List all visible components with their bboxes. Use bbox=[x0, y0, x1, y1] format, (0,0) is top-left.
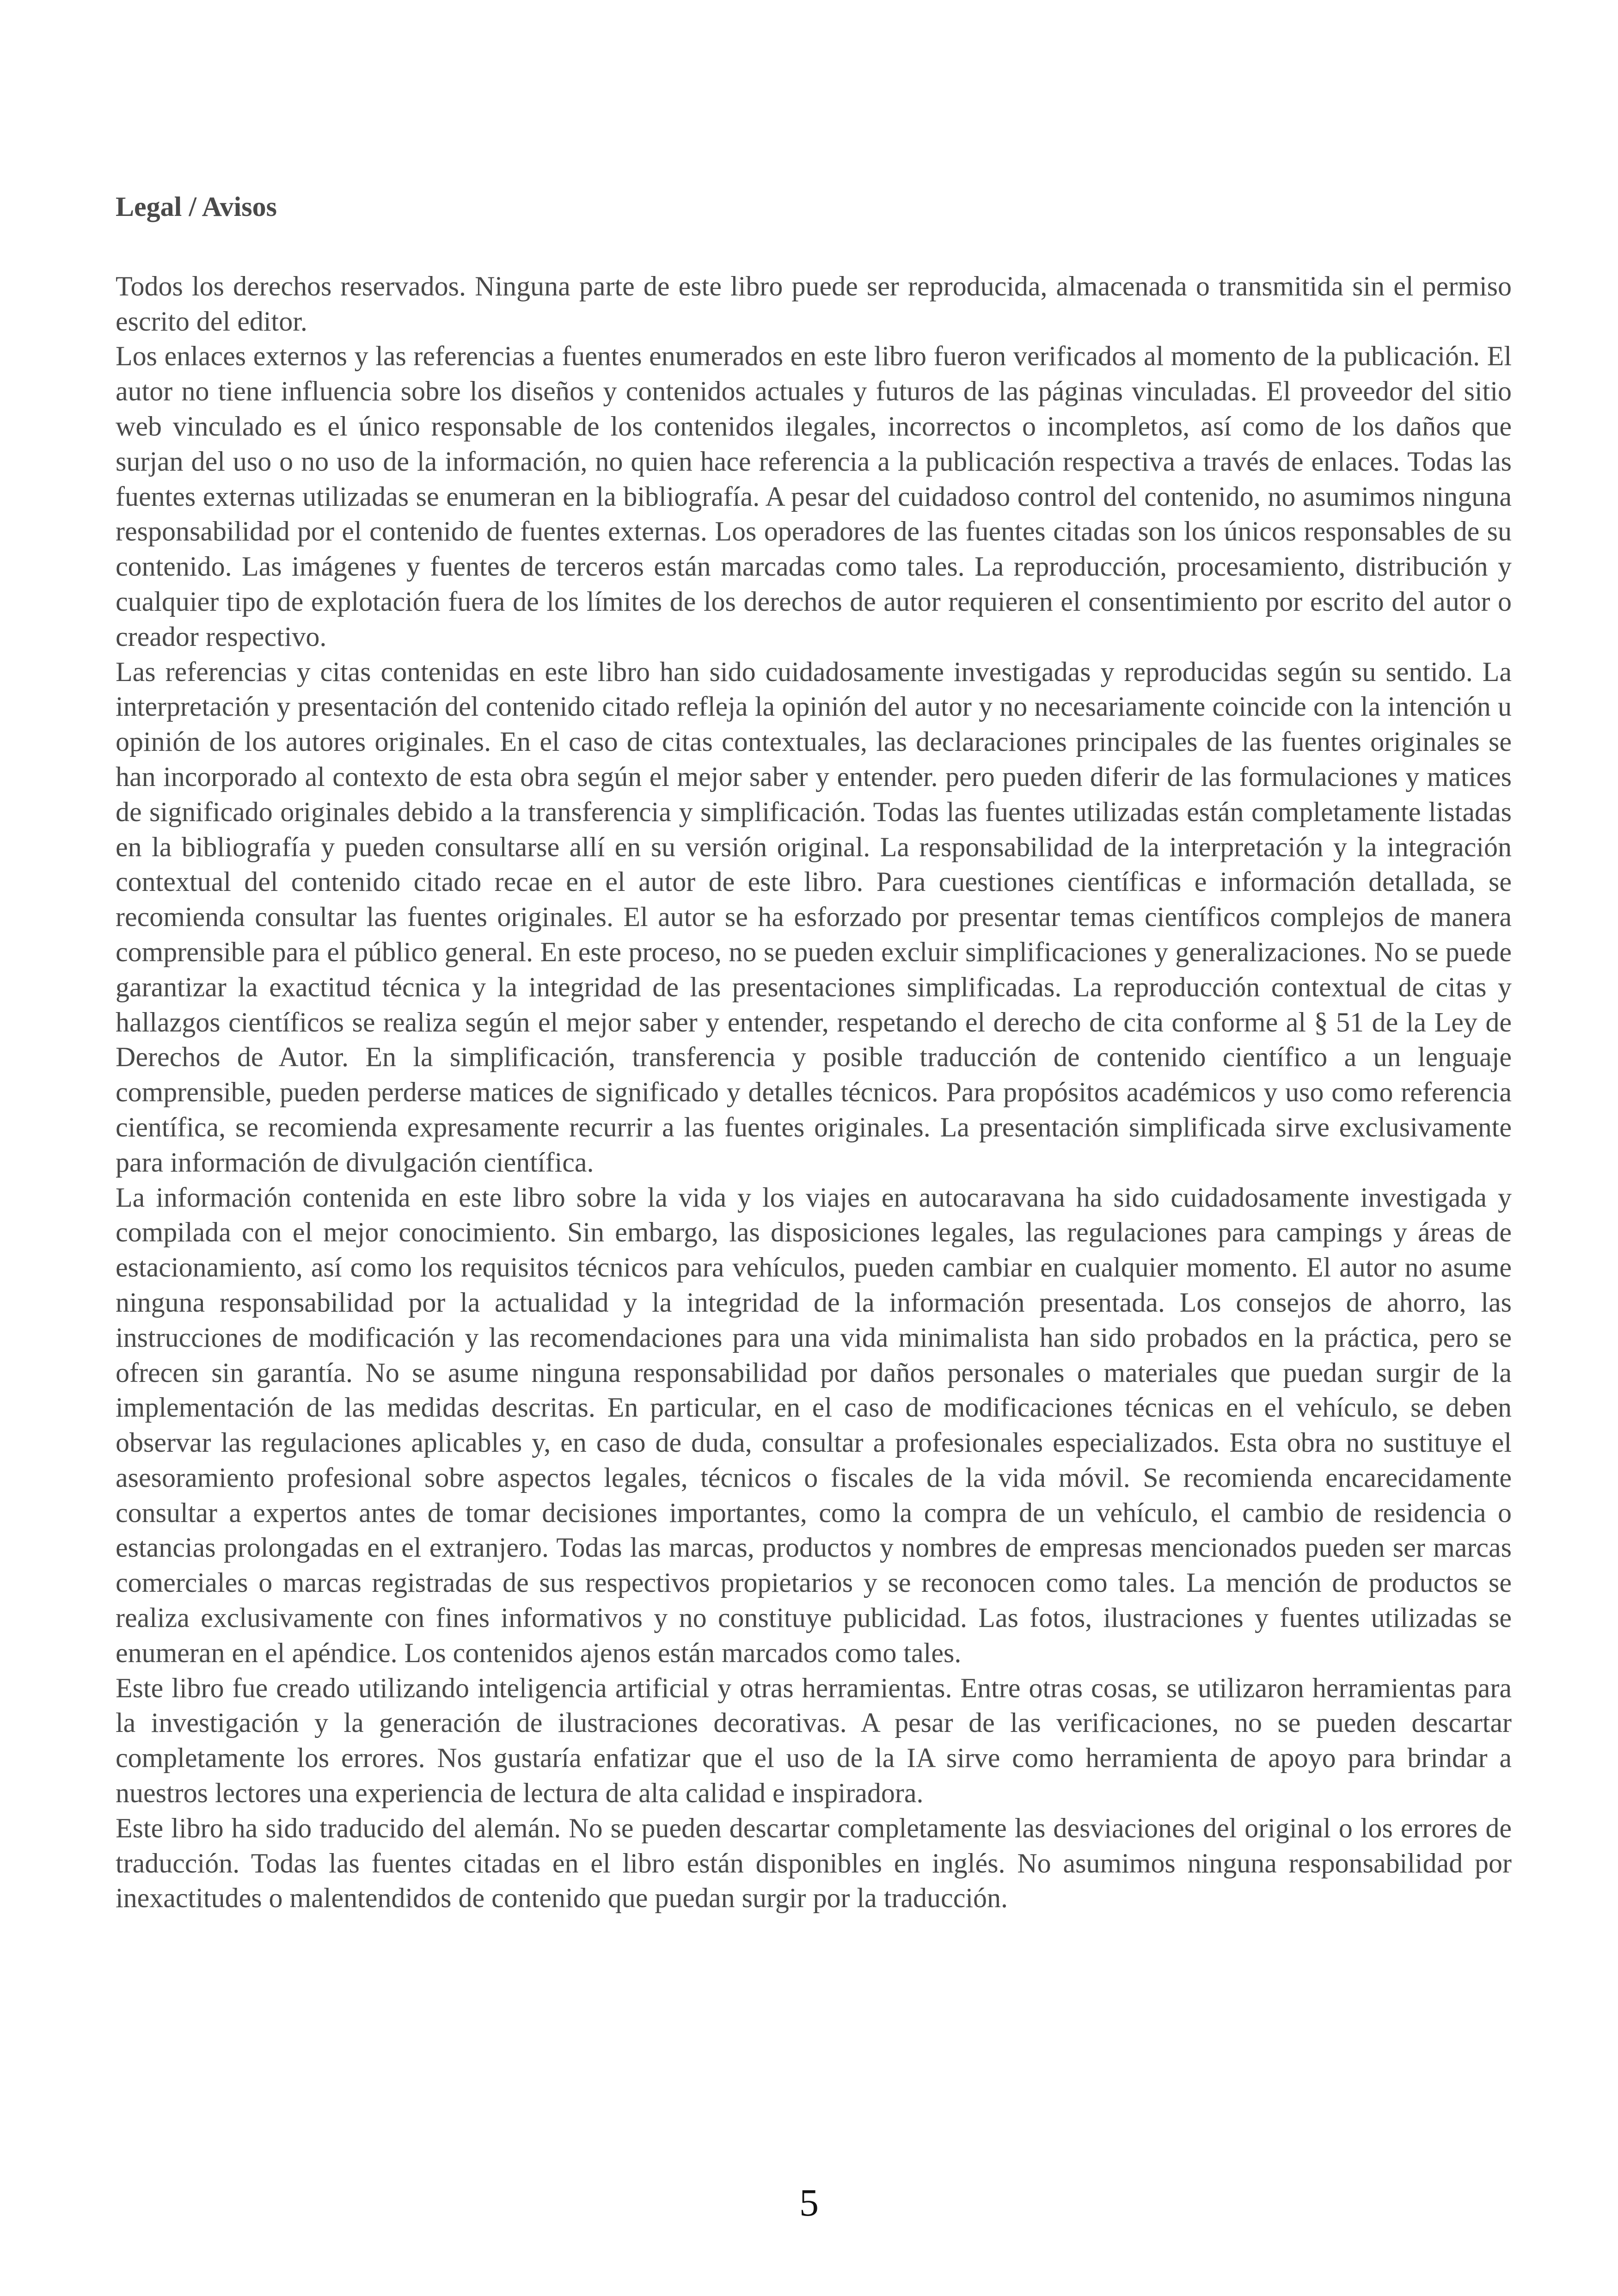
paragraph-motorhome-disclaimer: La información contenida en este libro sobre la vida y los viajes en autocaravana ha sido cuidadosamente investigada y compilada con el mejor conocimiento. Sin embargo, las disposiciones legales, las regulaciones para campings y áreas de estacionamiento, así como los requisitos técnicos para vehículos, pueden cambiar en cualquier momento. El autor no asume ninguna responsabilidad por la actualidad y la integridad de la información presentada. Los consejos de ahorro, las instrucciones de modificación y las recomendaciones para una vida minimalista han sido probados en la práctica, pero se ofrecen sin garantía. No se asume ninguna responsabilidad por daños personales o materiales que puedan surgir de la implementación de las medidas descritas. En particular, en el caso de modificaciones técnicas en el vehículo, se deben observar las regulaciones aplicables y, en caso de duda, consultar a profesionales especializados. Esta obra no sustituye el asesoramiento profesional sobre aspectos legales, técnicos o fiscales de la vida móvil. Se recomienda encarecidamente consultar a expertos antes de tomar decisiones importantes, como la compra de un vehículo, el cambio de residencia o estancias prolongadas en el extranjero. Todas las marcas, productos y nombres de empresas mencionados pueden ser marcas comerciales o marcas registradas de sus respectivos propietarios y se reconocen como tales. La mención de productos se realiza exclusivamente con fines informativos y no constituye publicidad. Las fotos, ilustraciones y fuentes utilizadas se enumeran en el apéndice. Los contenidos ajenos están marcados como tales. bbox=[116, 1182, 1512, 1668]
paragraph-ai-notice: Este libro fue creado utilizando inteligencia artificial y otras herramientas. Entre otras cosas, se utilizaron herramientas para la investigación y la generación de ilustraciones decorativas. A pesar de las verificaciones, no se pueden descartar completamente los errores. Nos gustaría enfatizar que el uso de la IA sirve como herramienta de apoyo para brindar a nuestros lectores una experiencia de lectura de alta calidad e inspiradora. bbox=[116, 1672, 1512, 1809]
paragraph-translation-notice: Este libro ha sido traducido del alemán. No se pueden descartar completamente las desviaciones del original o los errores de traducción. Todas las fuentes citadas en el libro están disponibles en inglés. No asumimos ninguna responsabilidad por inexactitudes o malentendidos de contenido que puedan surgir por la traducción. bbox=[116, 1812, 1512, 1914]
paragraph-copyright: Todos los derechos reservados. Ninguna parte de este libro puede ser reproducida, almacenada o transmitida sin el permiso escrito del editor. bbox=[116, 270, 1512, 337]
paragraph-citations: Las referencias y citas contenidas en este libro han sido cuidadosamente investigadas y reproducidas según su sentido. La interpretación y presentación del contenido citado refleja la opinión del autor y no necesariamente coincide con la intención u opinión de los autores originales. En el caso de citas contextuales, las declaraciones principales de las fuentes originales se han incorporado al contexto de esta obra según el mejor saber y entender. pero pueden diferir de las formulaciones y matices de significado originales debido a la transferencia y simplificación. Todas las fuentes utilizadas están completamente listadas en la bibliografía y pueden consultarse allí en su versión original. La responsabilidad de la interpretación y la integración contextual del contenido citado recae en el autor de este libro. Para cuestiones científicas e información detallada, se recomienda consultar las fuentes originales. El autor se ha esforzado por presentar temas científicos complejos de manera comprensible para el público general. En este proceso, no se pueden excluir simplificaciones y generalizaciones. No se puede garantizar la exactitud técnica y la integridad de las presentaciones simplificadas. La reproducción contextual de citas y hallazgos científicos se realiza según el mejor saber y entender, respetando el derecho de cita conforme al § 51 de la Ley de Derechos de Autor. En la simplificación, transferencia y posible traducción de contenido científico a un lenguaje comprensible, pueden perderse matices de significado y detalles técnicos. Para propósitos académicos y uso como referencia científica, se recomienda expresamente recurrir a las fuentes originales. La presentación simplificada sirve exclusivamente para información de divulgación científica. bbox=[116, 656, 1512, 1178]
section-heading: Legal / Avisos bbox=[116, 191, 277, 222]
page-number: 5 bbox=[799, 2181, 819, 2224]
page-content bbox=[116, 190, 1512, 1916]
paragraph-external-links: Los enlaces externos y las referencias a fuentes enumerados en este libro fueron verificados al momento de la publicación. El autor no tiene influencia sobre los diseños y contenidos actuales y futuros de las páginas vinculadas. El proveedor del sitio web vinculado es el único responsable de los contenidos ilegales, incorrectos o incompletos, así como de los daños que surjan del uso o no uso de la información, no quien hace referencia a la publicación respectiva a través de enlaces. Todas las fuentes externas utilizadas se enumeran en la bibliografía. A pesar del cuidadoso control del contenido, no asumimos ninguna responsabilidad por el contenido de fuentes externas. Los operadores de las fuentes citadas son los únicos responsables de su contenido. Las imágenes y fuentes de terceros están marcadas como tales. La reproducción, procesamiento, distribución y cualquier tipo de explotación fuera de los límites de los derechos de autor requieren el consentimiento por escrito del autor o creador respectivo. bbox=[116, 341, 1512, 652]
